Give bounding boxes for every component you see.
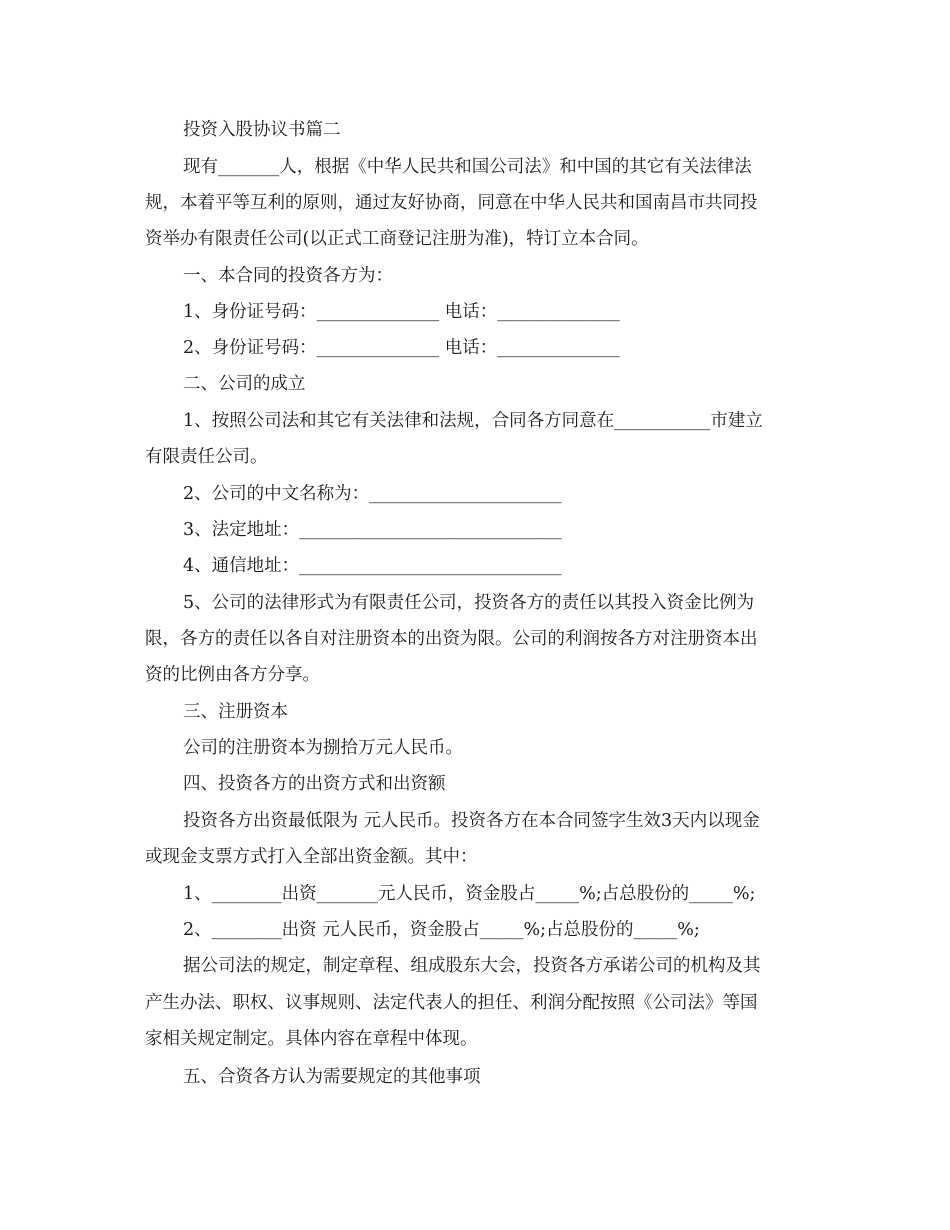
paragraph-line: 资的比例由各方分享。 bbox=[145, 665, 320, 685]
paragraph-line: 家相关规定制定。具体内容在章程中体现。 bbox=[145, 1029, 478, 1049]
paragraph-line: 规，本着平等互利的原则，通过友好协商，同意在中华人民共和国南昌市共同投 bbox=[145, 193, 758, 213]
clause-heading: 四、投资各方的出资方式和出资额 bbox=[183, 774, 446, 794]
clause-heading: 一、本合同的投资各方为： bbox=[183, 266, 393, 286]
clause-heading: 三、注册资本 bbox=[183, 702, 288, 722]
section-title: 投资入股协议书篇二 bbox=[183, 120, 341, 140]
paragraph-line: 限，各方的责任以各自对注册资本的出资为限。公司的利润按各方对注册资本出 bbox=[145, 629, 758, 649]
paragraph-line: 现有_______人，根据《中华人民共和国公司法》和中国的其它有关法律法 bbox=[183, 157, 752, 177]
paragraph-line: 产生办法、职权、议事规则、法定代表人的担任、利润分配按照《公司法》等国 bbox=[145, 993, 758, 1013]
form-field-line: 4、通信地址：______________________________ bbox=[183, 556, 562, 576]
clause-heading: 五、合资各方认为需要规定的其他事项 bbox=[183, 1067, 481, 1087]
paragraph-line: 资举办有限责任公司(以正式工商登记注册为准)，特订立本合同。 bbox=[145, 229, 649, 249]
form-field-line: 2、________出资 元人民币，资金股占_____%;占总股份的_____%; bbox=[183, 920, 700, 940]
paragraph-line: 据公司法的规定，制定章程、组成股东大会，投资各方承诺公司的机构及其 bbox=[183, 956, 761, 976]
paragraph-line: 5、公司的法律形式为有限责任公司，投资各方的责任以其投入资金比例为 bbox=[183, 593, 755, 613]
paragraph-line: 投资各方出资最低限为 元人民币。投资各方在本合同签字生效3天内以现金 bbox=[183, 811, 760, 831]
paragraph-line: 1、按照公司法和其它有关法律和法规，合同各方同意在___________市建立 bbox=[183, 411, 763, 431]
paragraph-line: 有限责任公司。 bbox=[145, 447, 268, 467]
form-field-line: 1、身份证号码：______________ 电话：______________ bbox=[183, 302, 620, 322]
clause-heading: 二、公司的成立 bbox=[183, 374, 306, 394]
form-field-line: 3、法定地址：______________________________ bbox=[183, 520, 562, 540]
form-field-line: 2、身份证号码：______________ 电话：______________ bbox=[183, 338, 620, 358]
paragraph-line: 公司的注册资本为捌拾万元人民币。 bbox=[183, 738, 463, 758]
form-field-line: 1、________出资_______元人民币，资金股占_____%;占总股份的_____%; bbox=[183, 884, 756, 904]
form-field-line: 2、公司的中文名称为：______________________ bbox=[183, 484, 562, 504]
paragraph-line: 或现金支票方式打入全部出资金额。其中： bbox=[145, 847, 478, 867]
